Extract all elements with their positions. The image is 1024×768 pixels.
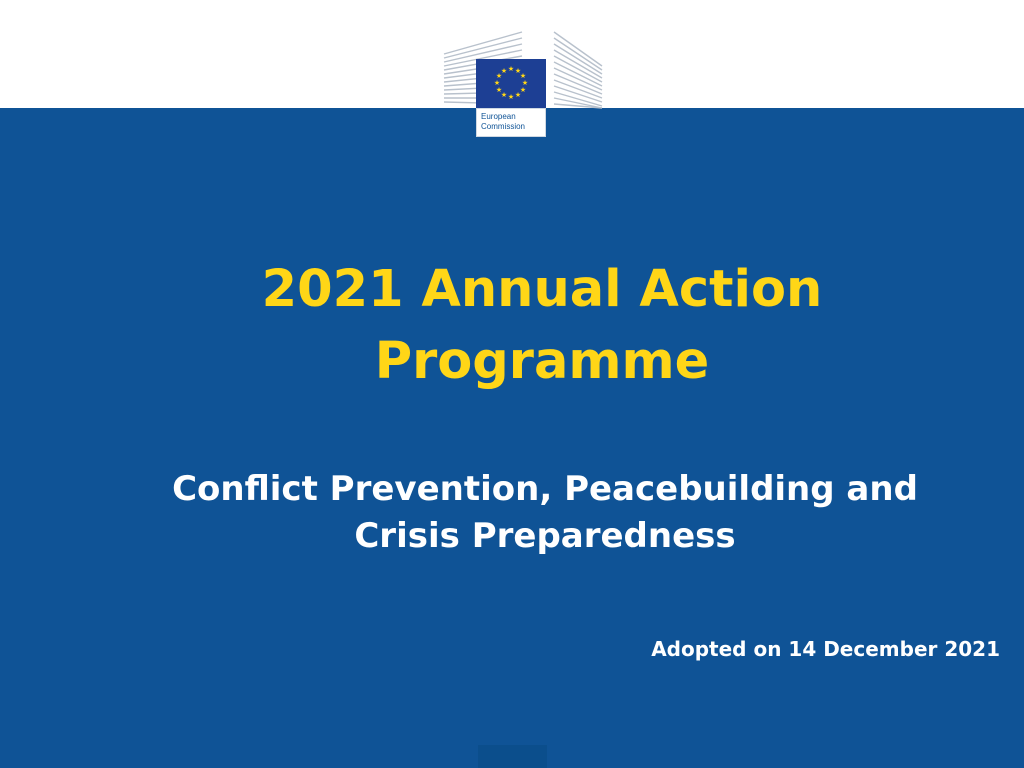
logo-wordmark bbox=[476, 108, 546, 137]
svg-text:★: ★ bbox=[521, 79, 529, 87]
subtitle-line-2: Crisis Preparedness bbox=[354, 516, 736, 556]
svg-text:★: ★ bbox=[500, 91, 508, 99]
svg-text:★: ★ bbox=[514, 67, 522, 75]
european-commission-logo bbox=[442, 26, 604, 138]
footer-accent bbox=[478, 745, 547, 768]
svg-text:★: ★ bbox=[500, 67, 508, 75]
title-line-1: 2021 Annual Action bbox=[261, 260, 823, 319]
svg-text:★: ★ bbox=[507, 93, 515, 101]
svg-text:★: ★ bbox=[493, 79, 501, 87]
svg-text:★: ★ bbox=[495, 86, 503, 94]
svg-text:★: ★ bbox=[519, 86, 527, 94]
svg-text:★: ★ bbox=[519, 72, 527, 80]
title-line-2: Programme bbox=[374, 332, 710, 391]
svg-text:★: ★ bbox=[514, 91, 522, 99]
logo-line-2: Commission bbox=[481, 122, 526, 131]
svg-text:★: ★ bbox=[495, 72, 503, 80]
slide-background bbox=[0, 108, 1024, 768]
adoption-date: Adopted on 14 December 2021 bbox=[651, 637, 1000, 661]
svg-text:★: ★ bbox=[507, 65, 515, 73]
subtitle-line-1: Conflict Prevention, Peacebuilding and bbox=[172, 469, 918, 509]
logo-line-1: European bbox=[481, 112, 516, 121]
slide-subtitle bbox=[66, 466, 1024, 560]
slide-title bbox=[60, 254, 1024, 398]
